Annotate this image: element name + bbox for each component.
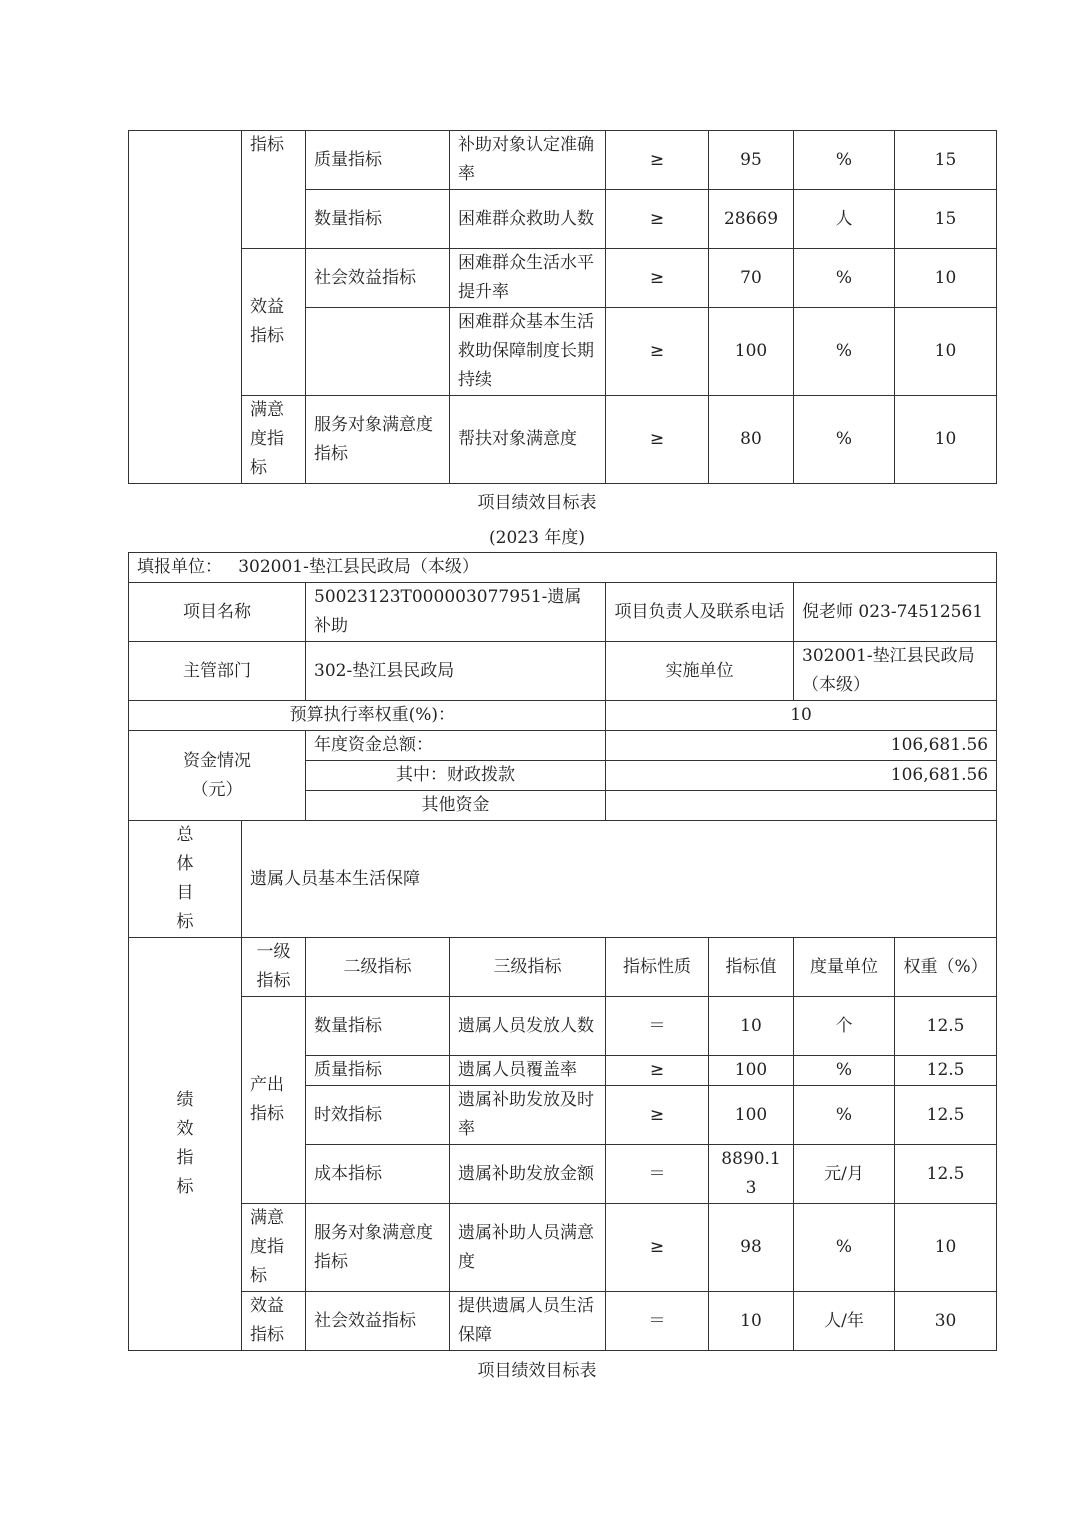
operator-cell: ＝ — [606, 1292, 709, 1351]
performance-target-table — [128, 552, 997, 1351]
level1-cell: 效益指标 — [242, 1292, 306, 1351]
fund-fiscal-label: 其中：财政拨款 — [306, 761, 606, 791]
unit-cell: % — [794, 131, 895, 190]
value-cell: 98 — [709, 1204, 794, 1292]
level3-cell: 补助对象认定准确率 — [450, 131, 606, 190]
contact-value: 倪老师 023-74512561 — [794, 583, 997, 642]
level3-cell: 困难群众生活水平提升率 — [450, 249, 606, 308]
fund-total-value: 106,681.56 — [606, 731, 997, 761]
level1-cell: 效益指标 — [242, 249, 306, 396]
operator-cell: ≥ — [606, 308, 709, 396]
unit-cell: % — [794, 249, 895, 308]
reporting-unit-value: 302001-垫江县民政局（本级） — [238, 557, 479, 577]
weight-cell: 15 — [895, 131, 997, 190]
unit-cell: 人 — [794, 190, 895, 249]
operator-cell: ＝ — [606, 997, 709, 1056]
dept-value: 302-垫江县民政局 — [306, 642, 606, 701]
level2-cell: 社会效益指标 — [306, 249, 450, 308]
overall-goal-value: 遗属人员基本生活保障 — [242, 821, 997, 938]
value-cell: 8890.13 — [709, 1145, 794, 1204]
unit-cell: % — [794, 308, 895, 396]
weight-cell: 10 — [895, 308, 997, 396]
operator-cell: ≥ — [606, 190, 709, 249]
fund-label: 资金情况（元） — [129, 731, 306, 821]
value-cell: 95 — [709, 131, 794, 190]
level1-cell: 产出指标 — [242, 997, 306, 1204]
value-cell: 70 — [709, 249, 794, 308]
level1-cell: 指标 — [242, 131, 306, 249]
fund-other-value — [606, 791, 997, 821]
value-cell: 10 — [709, 997, 794, 1056]
header-nature: 指标性质 — [606, 938, 709, 997]
unit-cell: % — [794, 396, 895, 484]
weight-cell: 12.5 — [895, 1056, 997, 1086]
level2-cell: 社会效益指标 — [306, 1292, 450, 1351]
operator-cell: ＝ — [606, 1145, 709, 1204]
header-level1: 一级指标 — [242, 938, 306, 997]
fund-fiscal-value: 106,681.56 — [606, 761, 997, 791]
fund-total-label: 年度资金总额： — [306, 731, 606, 761]
fund-other-label: 其他资金 — [306, 791, 606, 821]
level1-cell: 满意度指标 — [242, 396, 306, 484]
impl-unit-value: 302001-垫江县民政局（本级） — [794, 642, 997, 701]
level3-cell: 提供遗属人员生活保障 — [450, 1292, 606, 1351]
operator-cell: ≥ — [606, 396, 709, 484]
level2-cell: 质量指标 — [306, 1056, 450, 1086]
weight-cell: 12.5 — [895, 997, 997, 1056]
top-indicator-table — [128, 130, 997, 484]
table-caption: 项目绩效目标表 — [477, 1361, 597, 1381]
level1-cell: 满意度指标 — [242, 1204, 306, 1292]
level2-cell: 质量指标 — [306, 131, 450, 190]
contact-label: 项目负责人及联系电话 — [606, 583, 794, 642]
unit-cell: % — [794, 1204, 895, 1292]
header-level3: 三级指标 — [450, 938, 606, 997]
level2-cell: 服务对象满意度指标 — [306, 1204, 450, 1292]
reporting-unit-row — [129, 553, 997, 583]
weight-cell: 12.5 — [895, 1145, 997, 1204]
header-value: 指标值 — [709, 938, 794, 997]
dept-label: 主管部门 — [129, 642, 306, 701]
value-cell: 100 — [709, 1056, 794, 1086]
unit-cell: 人/年 — [794, 1292, 895, 1351]
weight-cell: 30 — [895, 1292, 997, 1351]
value-cell: 100 — [709, 1086, 794, 1145]
level3-cell: 困难群众救助人数 — [450, 190, 606, 249]
value-cell: 10 — [709, 1292, 794, 1351]
operator-cell: ≥ — [606, 131, 709, 190]
value-cell: 100 — [709, 308, 794, 396]
level3-cell: 遗属补助发放及时率 — [450, 1086, 606, 1145]
value-cell: 28669 — [709, 190, 794, 249]
header-level2: 二级指标 — [306, 938, 450, 997]
operator-cell: ≥ — [606, 1056, 709, 1086]
operator-cell: ≥ — [606, 1204, 709, 1292]
year-caption: (2023 年度) — [489, 528, 585, 548]
level2-cell — [306, 308, 450, 396]
project-name-value: 50023123T000003077951-遗属补助 — [306, 583, 606, 642]
operator-cell: ≥ — [606, 249, 709, 308]
value-cell: 80 — [709, 396, 794, 484]
weight-cell: 10 — [895, 1204, 997, 1292]
unit-cell: % — [794, 1056, 895, 1086]
blank-cell — [129, 131, 242, 484]
level3-cell: 困难群众基本生活救助保障制度长期持续 — [450, 308, 606, 396]
level3-cell: 遗属人员发放人数 — [450, 997, 606, 1056]
level2-cell: 时效指标 — [306, 1086, 450, 1145]
unit-cell: % — [794, 1086, 895, 1145]
overall-goal-label: 总体目标 — [129, 821, 242, 938]
level3-cell: 遗属人员覆盖率 — [450, 1056, 606, 1086]
operator-cell: ≥ — [606, 1086, 709, 1145]
unit-cell: 个 — [794, 997, 895, 1056]
weight-cell: 10 — [895, 249, 997, 308]
performance-indicator-label: 绩效指标 — [129, 938, 242, 1351]
header-weight: 权重（%） — [895, 938, 997, 997]
level3-cell: 帮扶对象满意度 — [450, 396, 606, 484]
header-unit: 度量单位 — [794, 938, 895, 997]
weight-cell: 15 — [895, 190, 997, 249]
reporting-unit-label: 填报单位： — [137, 557, 222, 577]
table-caption: 项目绩效目标表 — [477, 493, 597, 513]
level2-cell: 数量指标 — [306, 190, 450, 249]
level2-cell: 服务对象满意度指标 — [306, 396, 450, 484]
level3-cell: 遗属补助发放金额 — [450, 1145, 606, 1204]
level3-cell: 遗属补助人员满意度 — [450, 1204, 606, 1292]
budget-rate-value: 10 — [606, 701, 997, 731]
level2-cell: 成本指标 — [306, 1145, 450, 1204]
budget-rate-label: 预算执行率权重(%)： — [129, 701, 606, 731]
weight-cell: 12.5 — [895, 1086, 997, 1145]
project-name-label: 项目名称 — [129, 583, 306, 642]
weight-cell: 10 — [895, 396, 997, 484]
level2-cell: 数量指标 — [306, 997, 450, 1056]
unit-cell: 元/月 — [794, 1145, 895, 1204]
impl-unit-label: 实施单位 — [606, 642, 794, 701]
